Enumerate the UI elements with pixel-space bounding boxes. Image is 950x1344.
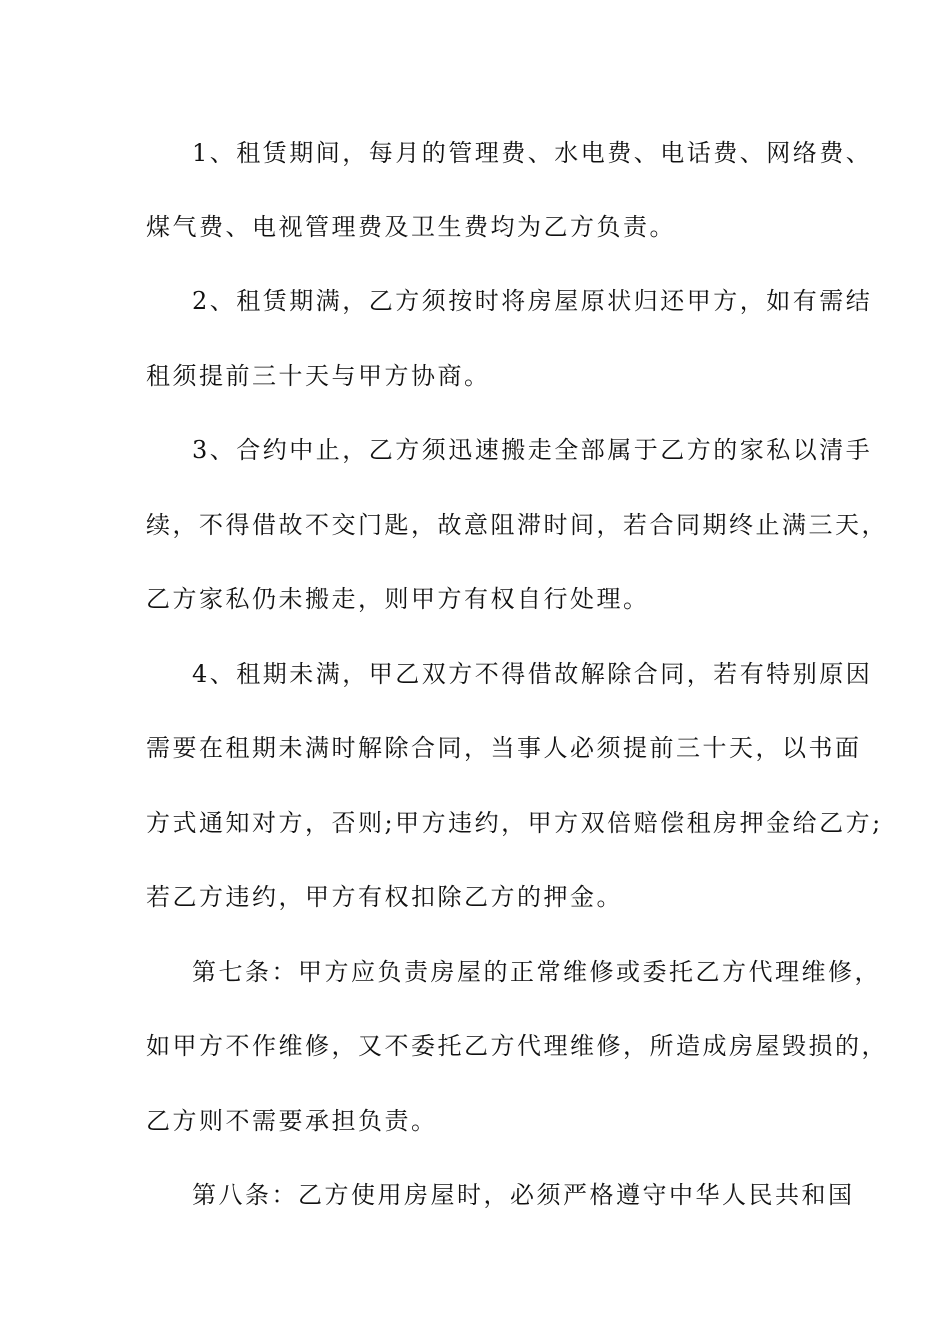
article-7-line-2: 如甲方不作维修，又不委托乙方代理维修，所造成房屋毁损的， (146, 1032, 888, 1060)
article-8-line-1: 第八条：乙方使用房屋时，必须严格遵守中华人民共和国 (192, 1181, 855, 1209)
paragraph-3-line-2: 续，不得借故不交门匙，故意阻滞时间，若合同期终止满三天， (146, 511, 888, 539)
paragraph-4-line-3: 方式通知对方，否则;甲方违约，甲方双倍赔偿租房押金给乙方; (146, 809, 883, 837)
paragraph-2-line-2: 租须提前三十天与甲方协商。 (146, 362, 491, 390)
paragraph-3-line-3: 乙方家私仍未搬走，则甲方有权自行处理。 (146, 585, 650, 613)
paragraph-4-line-4: 若乙方违约，甲方有权扣除乙方的押金。 (146, 883, 623, 911)
article-7-line-3: 乙方则不需要承担负责。 (146, 1107, 438, 1135)
article-7-line-1: 第七条：甲方应负责房屋的正常维修或委托乙方代理维修， (192, 958, 881, 986)
paragraph-1-line-1: 1、租赁期间，每月的管理费、水电费、电话费、网络费、 (192, 139, 873, 167)
paragraph-3-line-1: 3、合约中止，乙方须迅速搬走全部属于乙方的家私以清手 (192, 436, 873, 464)
paragraph-4-line-2: 需要在租期未满时解除合同，当事人必须提前三十天，以书面 (146, 734, 862, 762)
paragraph-2-line-1: 2、租赁期满，乙方须按时将房屋原状归还甲方，如有需结 (192, 287, 873, 315)
paragraph-4-line-1: 4、租期未满，甲乙双方不得借故解除合同，若有特别原因 (192, 660, 873, 688)
paragraph-1-line-2: 煤气费、电视管理费及卫生费均为乙方负责。 (146, 213, 676, 241)
